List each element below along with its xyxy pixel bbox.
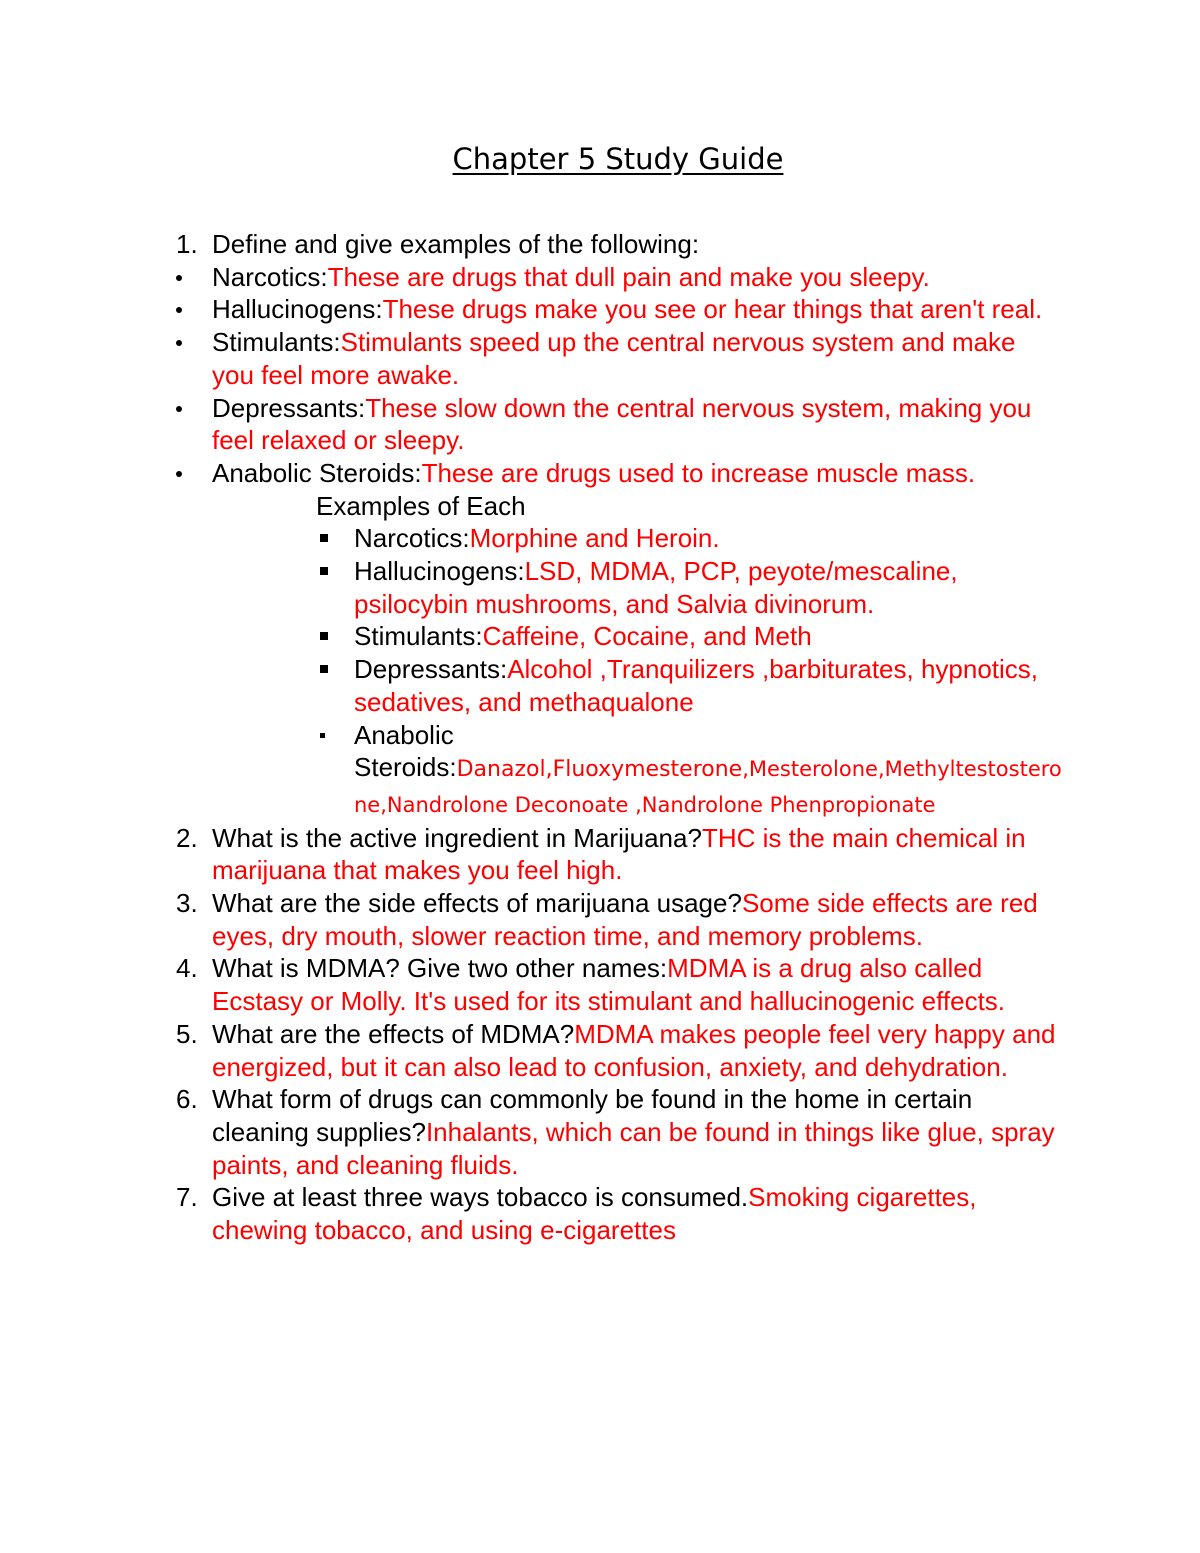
question-1 — [0, 228, 1064, 261]
question-number: 6. — [176, 1084, 198, 1115]
definition-answer: Stimulants speed up the central nervous system and make you feel more awake. — [212, 327, 1016, 390]
example-item — [0, 555, 1064, 620]
question-answer: MDMA makes people feel very happy and energized, but it can also lead to confusion, anxiety, and dehydration. — [212, 1018, 1056, 1082]
question-3 — [0, 887, 1064, 952]
example-term: Stimulants: — [354, 621, 483, 652]
definition-term: Stimulants: — [212, 327, 341, 358]
question-prompt: What is the active ingredient in Marijuana? — [212, 822, 702, 853]
definition-term: Hallucinogens: — [212, 294, 383, 325]
question-number: 1. — [176, 229, 198, 259]
question-5 — [0, 1018, 1064, 1083]
definition-term: Narcotics: — [212, 261, 328, 292]
study-guide-content — [0, 228, 1200, 1247]
definition-answer: These slow down the central nervous system, making you feel relaxed or sleepy. — [212, 392, 1032, 456]
question-7 — [0, 1181, 1064, 1246]
example-item — [0, 522, 1064, 555]
example-answer: Caffeine, Cocaine, and Meth — [482, 621, 812, 652]
question-prompt: What is MDMA? Give two other names: — [212, 953, 668, 984]
question-number: 3. — [176, 888, 198, 919]
definition-item — [0, 293, 1064, 326]
question-4 — [0, 952, 1064, 1017]
example-term: Hallucinogens: — [354, 556, 525, 587]
example-term: Anabolic — [354, 719, 454, 750]
example-item-steroids — [0, 719, 1064, 822]
question-prompt: Give at least three ways tobacco is consumed. — [212, 1182, 749, 1213]
example-term: Depressants: — [354, 654, 508, 685]
question-number: 2. — [176, 822, 198, 853]
definition-answer: These are drugs used to increase muscle mass. — [421, 457, 976, 488]
definition-term: Depressants: — [212, 392, 366, 423]
definition-answer: These drugs make you see or hear things that aren't real. — [382, 294, 1043, 325]
question-answer: Some side effects are red eyes, dry mouth, slower reaction time, and memory problems. — [212, 888, 1038, 951]
page-title: Chapter 5 Study Guide — [452, 142, 784, 176]
question-answer: MDMA is a drug also called Ecstasy or Molly. It's used for its stimulant and hallucinogenic effects. — [212, 953, 1006, 1017]
example-answer: LSD, MDMA, PCP, peyote/mescaline, psilocybin mushrooms, and Salvia divinorum. — [354, 556, 958, 619]
definition-item — [0, 261, 1064, 294]
question-2 — [0, 822, 1064, 887]
example-item — [0, 653, 1064, 718]
example-answer: ,Mesterolone,Methyltestosterone,Nandrolone Deconoate ,Nandrolone Phenpropionate — [354, 757, 1062, 817]
example-answer: Alcohol ,Tranquilizers ,barbiturates, hypnotics, sedatives, and methaqualone — [354, 654, 1039, 717]
question-number: 5. — [176, 1018, 198, 1049]
question-6 — [0, 1083, 1064, 1181]
example-item — [0, 620, 1064, 653]
question-number: 7. — [176, 1182, 198, 1213]
question-prompt: What are the effects of MDMA? — [212, 1018, 575, 1049]
examples-heading: Examples of Each — [316, 490, 526, 521]
question-prompt: What are the side effects of marijuana usage? — [212, 888, 742, 919]
definition-term: Anabolic Steroids: — [212, 457, 422, 488]
definition-answer: These are drugs that dull pain and make you sleepy. — [327, 261, 930, 292]
example-term: Narcotics: — [354, 523, 470, 554]
question-answer: Inhalants, which can be found in things like glue, spray paints, and cleaning fluids. — [212, 1116, 1055, 1180]
question-answer: Smoking cigarettes, chewing tobacco, and using e-cigarettes — [212, 1182, 977, 1246]
definition-item — [0, 392, 1064, 457]
question-prompt: Define and give examples of the following: — [212, 229, 700, 259]
definition-item — [0, 326, 1064, 391]
question-prompt: What form of drugs can commonly be found in the home in certain cleaning supplies? — [212, 1084, 973, 1147]
example-answer: Morphine and Heroin. — [469, 523, 720, 554]
example-term-continued: Steroids: — [354, 752, 457, 783]
definition-item — [0, 457, 1064, 490]
question-number: 4. — [176, 953, 198, 984]
example-answer-lead: Danazol,Fluoxymesterone — [456, 757, 743, 783]
question-answer: THC is the main chemical in marijuana that makes you feel high. — [212, 822, 1026, 886]
